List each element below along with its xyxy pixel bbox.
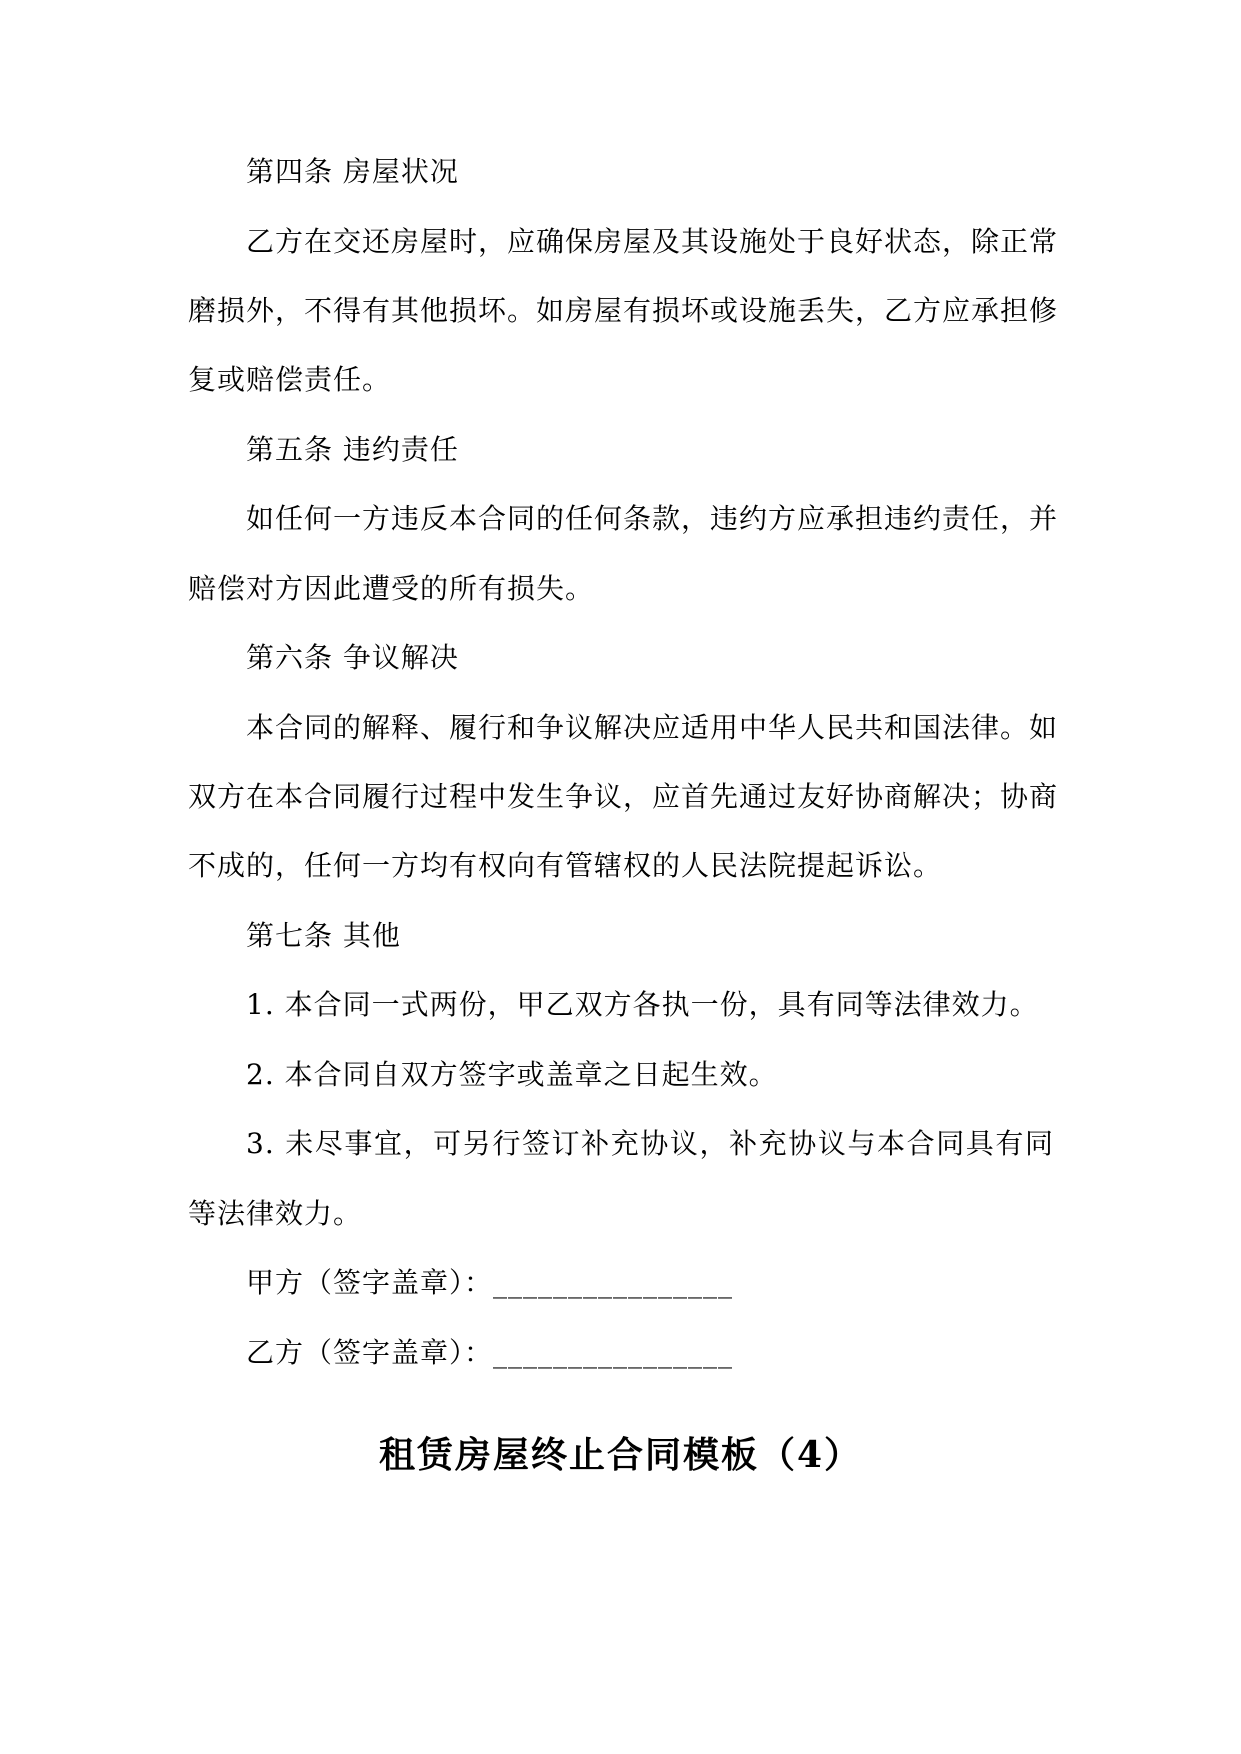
clause-6-line-3: 不成的，任何一方均有权向有管辖权的人民法院提起诉讼。 — [188, 849, 943, 882]
clause-5-heading: 第五条 违约责任 — [246, 433, 459, 466]
clause-7-item-2: 2. 本合同自双方签字或盖章之日起生效。 — [246, 1058, 778, 1091]
clause-5-line-2: 赔偿对方因此遭受的所有损失。 — [188, 572, 595, 605]
clause-4-line-2: 磨损外，不得有其他损坏。如房屋有损坏或设施丢失，乙方应承担修 — [188, 294, 1059, 327]
next-contract-title: 租赁房屋终止合同模板（4） — [378, 1434, 863, 1476]
clause-7-item-3: 3. 未尽事宜，可另行签订补充协议，补充协议与本合同具有同 — [246, 1127, 1054, 1160]
party-b-signature-line: 乙方（签字盖章）：________________ — [246, 1336, 734, 1369]
clause-4-line-1: 乙方在交还房屋时，应确保房屋及其设施处于良好状态，除正常 — [246, 225, 1059, 258]
clause-4-heading: 第四条 房屋状况 — [246, 155, 459, 188]
party-a-signature-line: 甲方（签字盖章）：________________ — [246, 1266, 734, 1299]
clause-7-item-1: 1. 本合同一式两份，甲乙双方各执一份，具有同等法律效力。 — [246, 988, 1039, 1021]
clause-7-heading: 第七条 其他 — [246, 919, 401, 952]
clause-6-line-1: 本合同的解释、履行和争议解决应适用中华人民共和国法律。如 — [246, 711, 1059, 744]
clause-7-item-3-continuation: 等法律效力。 — [188, 1197, 363, 1230]
clause-6-heading: 第六条 争议解决 — [246, 641, 459, 674]
clause-5-line-1: 如任何一方违反本合同的任何条款，违约方应承担违约责任，并 — [246, 502, 1059, 535]
clause-4-line-3: 复或赔偿责任。 — [188, 363, 392, 396]
clause-6-line-2: 双方在本合同履行过程中发生争议，应首先通过友好协商解决；协商 — [188, 780, 1059, 813]
